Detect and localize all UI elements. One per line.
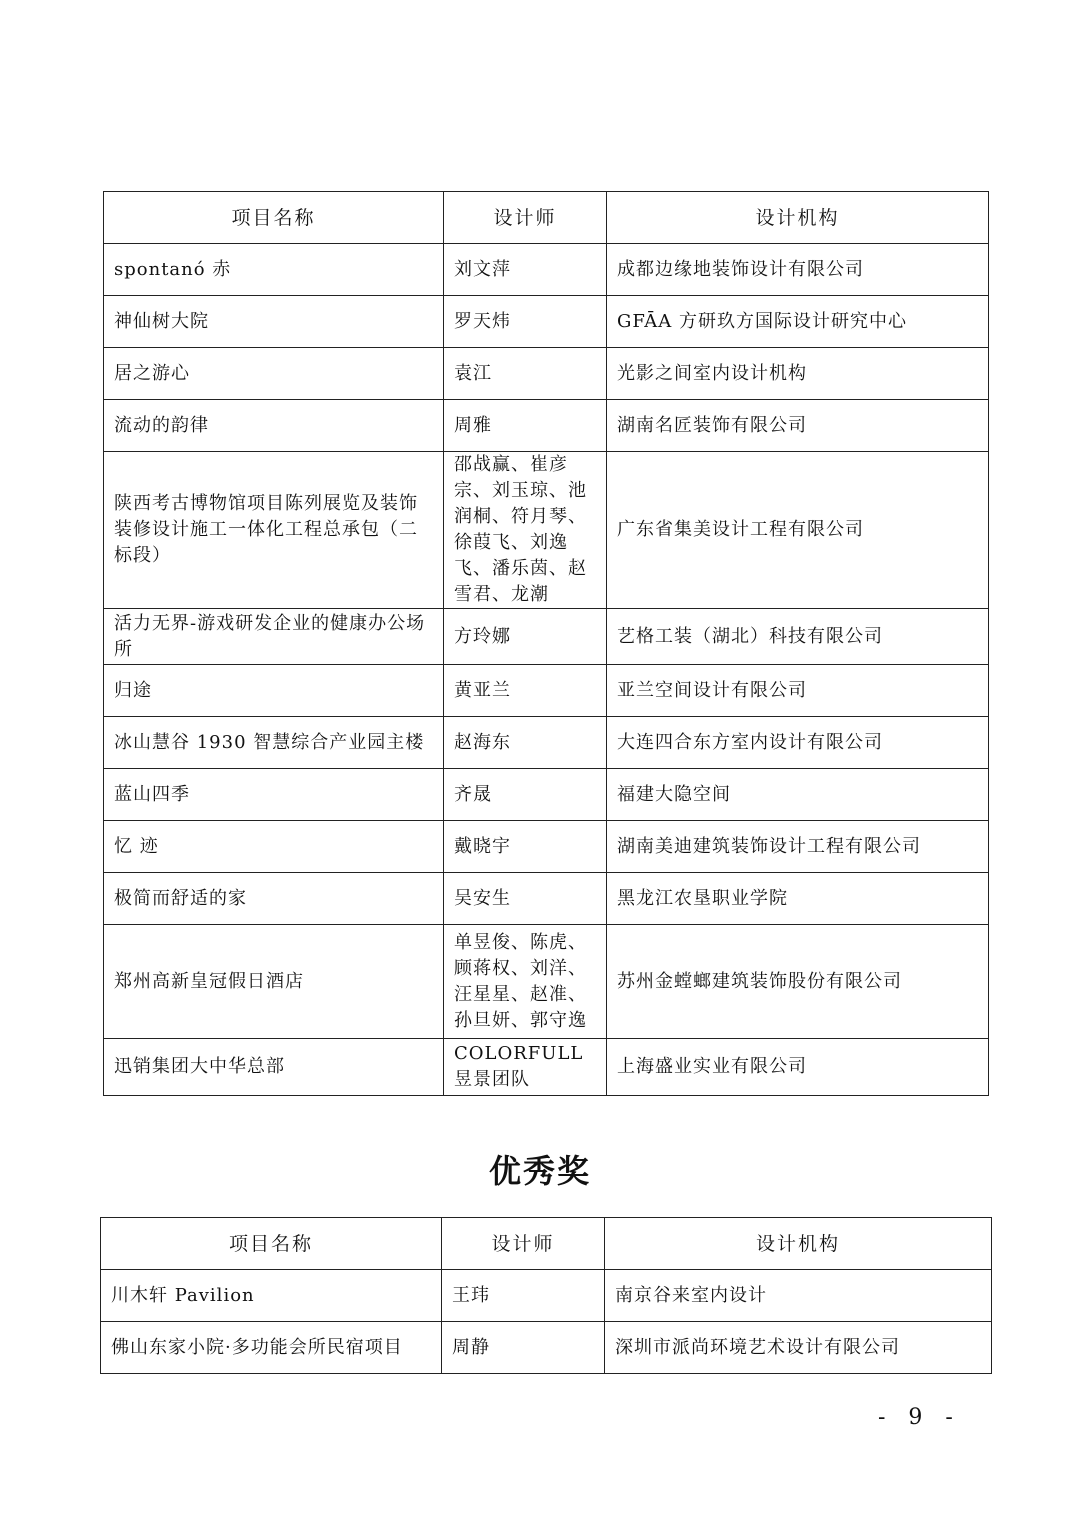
designer: COLORFULL 昱景团队 [444, 1039, 607, 1096]
project-name: 极简而舒适的家 [104, 873, 444, 925]
project-name: 迅销集团大中华总部 [104, 1039, 444, 1096]
table-row [104, 665, 989, 717]
page-number: - 9 - [878, 1405, 961, 1430]
table-row [101, 1270, 992, 1322]
header-project-name: 项目名称 [104, 192, 444, 244]
designer: 罗天炜 [444, 296, 607, 348]
project-name: 归途 [104, 665, 444, 717]
designer: 邵战赢、崔彦宗、刘玉琼、池润桐、符月琴、徐葭飞、刘逸飞、潘乐茵、赵雪君、龙潮 [444, 452, 607, 609]
organization: 深圳市派尚环境艺术设计有限公司 [605, 1322, 992, 1374]
header-designer: 设计师 [442, 1218, 605, 1270]
organization: 上海盛业实业有限公司 [607, 1039, 989, 1096]
organization: 黑龙江农垦职业学院 [607, 873, 989, 925]
project-name: 活力无界-游戏研发企业的健康办公场所 [104, 609, 444, 665]
designer: 周静 [442, 1322, 605, 1374]
organization: 南京谷来室内设计 [605, 1270, 992, 1322]
table-row [104, 296, 989, 348]
project-name: 蓝山四季 [104, 769, 444, 821]
organization: 亚兰空间设计有限公司 [607, 665, 989, 717]
table-row [104, 348, 989, 400]
organization: GFĀA 方研玖方国际设计研究中心 [607, 296, 989, 348]
table-row [104, 452, 989, 609]
project-name: 陕西考古博物馆项目陈列展览及装饰装修设计施工一体化工程总承包（二标段） [104, 452, 444, 609]
header-designer: 设计师 [444, 192, 607, 244]
table-row [104, 400, 989, 452]
designer: 周雅 [444, 400, 607, 452]
designer: 袁江 [444, 348, 607, 400]
designer: 王玮 [442, 1270, 605, 1322]
table-row [104, 769, 989, 821]
organization: 艺格工装（湖北）科技有限公司 [607, 609, 989, 665]
table-row [104, 244, 989, 296]
project-name: 佛山东家小院·多功能会所民宿项目 [101, 1322, 442, 1374]
project-name: spontanó 赤 [104, 244, 444, 296]
designer: 单昱俊、陈虎、顾蒋权、刘洋、汪星星、赵准、孙旦妍、郭守逸 [444, 925, 607, 1039]
header-organization: 设计机构 [605, 1218, 992, 1270]
table-row [104, 873, 989, 925]
designer: 赵海东 [444, 717, 607, 769]
designer: 吴安生 [444, 873, 607, 925]
awards-table-excellence [100, 1217, 992, 1374]
designer: 戴晓宇 [444, 821, 607, 873]
project-name: 冰山慧谷 1930 智慧综合产业园主楼 [104, 717, 444, 769]
table-header-row [104, 192, 989, 244]
header-project-name: 项目名称 [101, 1218, 442, 1270]
organization: 福建大隐空间 [607, 769, 989, 821]
organization: 苏州金螳螂建筑装饰股份有限公司 [607, 925, 989, 1039]
organization: 湖南美迪建筑装饰设计工程有限公司 [607, 821, 989, 873]
project-name: 神仙树大院 [104, 296, 444, 348]
project-name: 居之游心 [104, 348, 444, 400]
header-organization: 设计机构 [607, 192, 989, 244]
table-row [104, 925, 989, 1039]
table-row [104, 609, 989, 665]
table-row [104, 717, 989, 769]
organization: 大连四合东方室内设计有限公司 [607, 717, 989, 769]
organization: 广东省集美设计工程有限公司 [607, 452, 989, 609]
table-row [104, 1039, 989, 1096]
table-row [101, 1322, 992, 1374]
designer: 刘文萍 [444, 244, 607, 296]
table-row [104, 821, 989, 873]
project-name: 郑州高新皇冠假日酒店 [104, 925, 444, 1039]
awards-table-main [103, 191, 989, 1096]
project-name: 川木轩 Pavilion [101, 1270, 442, 1322]
award-title: 优秀奖 [488, 1152, 591, 1190]
project-name: 流动的韵律 [104, 400, 444, 452]
project-name: 忆 迹 [104, 821, 444, 873]
organization: 成都边缘地装饰设计有限公司 [607, 244, 989, 296]
designer: 齐晟 [444, 769, 607, 821]
designer: 黄亚兰 [444, 665, 607, 717]
table-header-row [101, 1218, 992, 1270]
organization: 湖南名匠装饰有限公司 [607, 400, 989, 452]
designer: 方玲娜 [444, 609, 607, 665]
organization: 光影之间室内设计机构 [607, 348, 989, 400]
